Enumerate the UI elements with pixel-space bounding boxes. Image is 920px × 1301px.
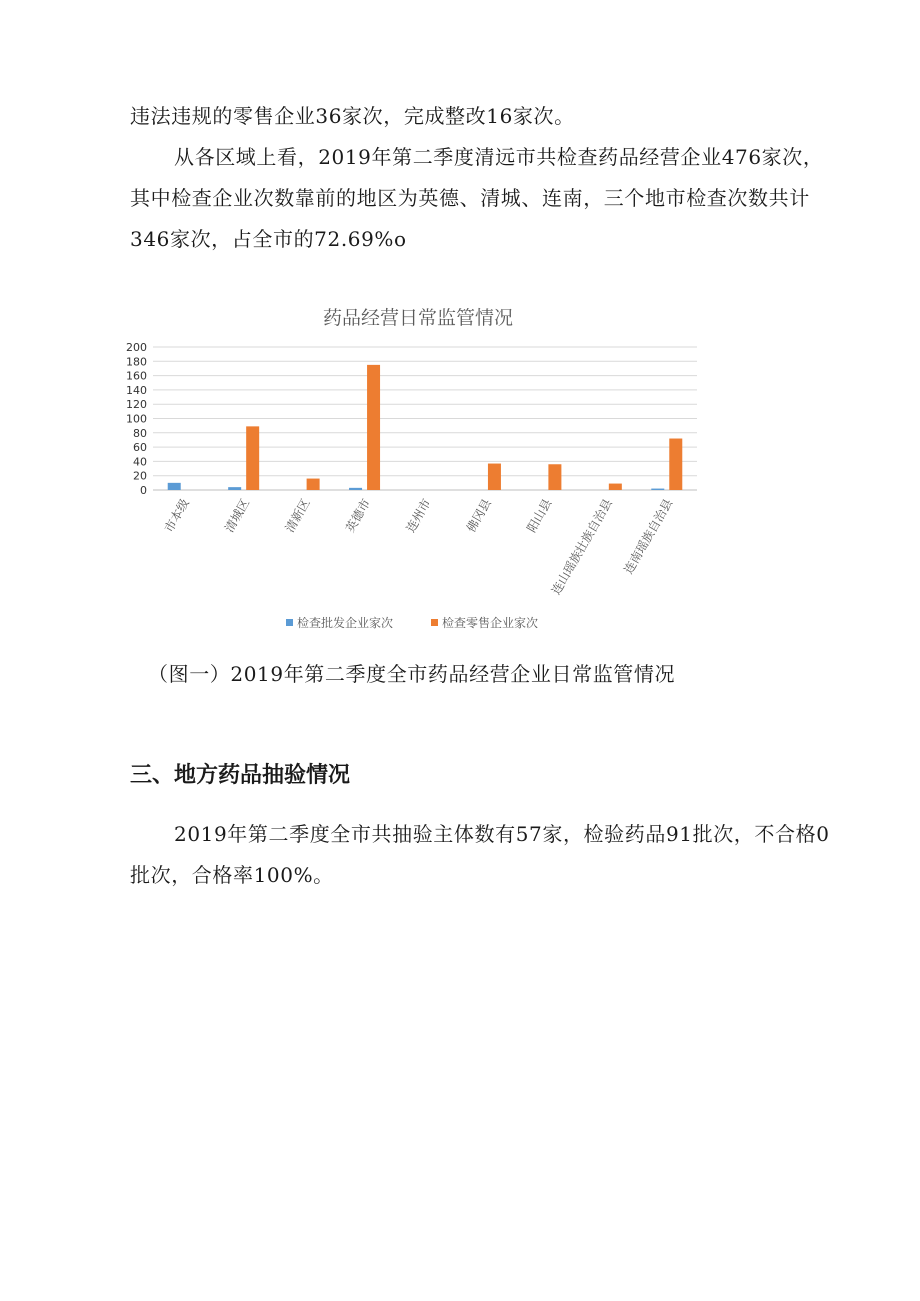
- chart-legend: [286, 615, 538, 630]
- bar: [609, 484, 622, 490]
- chart-title: 药品经营日常监管情况: [322, 307, 514, 329]
- x-category-label: 清新区: [282, 496, 313, 535]
- y-tick-label: 140: [126, 383, 147, 397]
- paragraph-2: 从各区域上看，2019年第二季度清远市共检查药品经营企业476家次，其中检查企业次数靠前的地区为英德、清城、连南，三个地市检查次数共计346家次，占全市的72.69%o: [130, 145, 824, 251]
- x-category-label: 清城区: [222, 496, 253, 535]
- x-category-label: 市本级: [161, 496, 192, 535]
- x-category-label: 连州市: [403, 496, 434, 535]
- x-category-label: 佛冈县: [463, 496, 495, 535]
- y-tick-label: 200: [126, 341, 147, 354]
- y-tick-label: 180: [126, 355, 147, 369]
- legend-swatch: [286, 619, 293, 626]
- bar: [246, 426, 259, 490]
- bar: [307, 479, 320, 490]
- y-tick-label: 160: [126, 369, 147, 383]
- bar: [548, 464, 561, 490]
- section-heading: 三、地方药品抽验情况: [130, 763, 351, 788]
- y-tick-label: 60: [133, 441, 147, 455]
- bar: [651, 489, 664, 490]
- paragraph-3: 2019年第二季度全市共抽验主体数有57家，检验药品91批次，不合格0批次，合格率100%。: [130, 822, 830, 887]
- y-tick-label: 0: [140, 484, 147, 497]
- x-category-label: 英德市: [343, 496, 374, 535]
- chart-gridlines: [153, 347, 697, 490]
- y-tick-label: 40: [133, 455, 147, 469]
- y-tick-label: 20: [133, 469, 147, 483]
- legend-label: 检查批发企业家次: [297, 616, 394, 630]
- y-tick-label: 80: [133, 426, 147, 440]
- y-tick-label: 100: [126, 412, 147, 426]
- bar: [367, 365, 380, 490]
- x-category-label: 连山瑶族壮族自治县: [548, 496, 615, 598]
- x-category-label: 连南瑶族自治县: [621, 496, 676, 577]
- legend-label: 检查零售企业家次: [442, 616, 539, 630]
- bar-chart: [100, 295, 720, 645]
- bar: [488, 464, 501, 490]
- x-axis-categories: [161, 496, 676, 597]
- legend-swatch: [431, 619, 438, 626]
- bar: [349, 488, 362, 490]
- bar: [669, 439, 682, 490]
- paragraph-1: 违法违规的零售企业36家次，完成整改16家次。: [130, 104, 575, 128]
- y-tick-label: 120: [126, 398, 147, 412]
- bar: [168, 483, 181, 490]
- bar: [228, 487, 241, 490]
- y-axis-ticks: [126, 341, 147, 497]
- x-category-label: 阳山县: [524, 496, 555, 535]
- figure-caption: （图一）2019年第二季度全市药品经营企业日常监管情况: [148, 662, 676, 686]
- chart-bars: [168, 365, 683, 490]
